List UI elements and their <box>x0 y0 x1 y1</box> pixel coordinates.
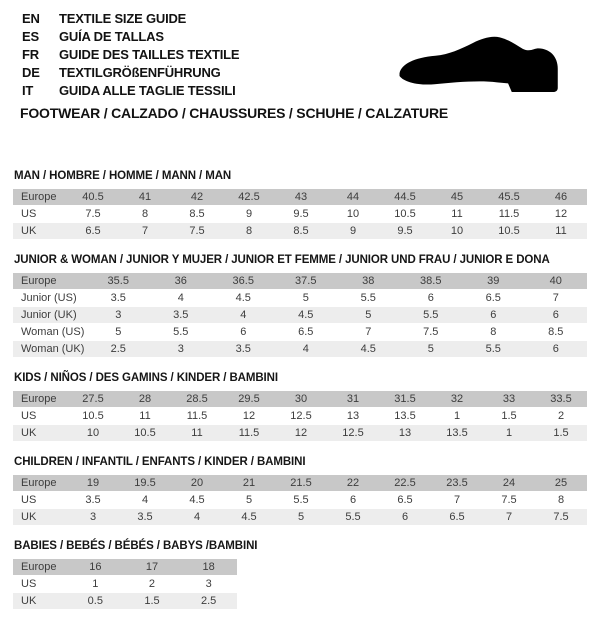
section-title: KIDS / NIÑOS / DES GAMINS / KINDER / BAMBINI <box>14 372 278 384</box>
size-cell: 1.5 <box>501 410 517 422</box>
size-cell: 4 <box>212 307 275 323</box>
size-cell: 10.5 <box>119 425 171 441</box>
size-cell: 24 <box>483 475 535 491</box>
dress-shoe-icon <box>394 26 578 102</box>
table-row <box>13 509 587 525</box>
language-title: TEXTILGRÖßENFÜHRUNG <box>59 64 221 80</box>
size-cell: 3.5 <box>150 307 213 323</box>
row-label: Woman (UK) <box>13 341 87 357</box>
row-label: Europe <box>13 559 67 575</box>
size-cell: 17 <box>124 559 181 575</box>
size-cell: 3 <box>150 341 213 357</box>
dress-shoe-silhouette <box>394 26 578 102</box>
size-cell: 2 <box>557 410 565 422</box>
category-title: FOOTWEAR / CALZADO / CHAUSSURES / SCHUHE / CALZATURE <box>20 105 449 121</box>
section-title: CHILDREN / INFANTIL / ENFANTS / KINDER / BAMBINI <box>14 456 306 468</box>
size-cell: 7 <box>483 509 535 525</box>
size-cell: 44 <box>327 189 379 205</box>
size-cell: 5.5 <box>293 494 309 506</box>
size-cell: 33.5 <box>535 391 587 407</box>
size-cell: 31 <box>327 391 379 407</box>
size-cell: 3.5 <box>119 509 171 525</box>
size-cell: 11 <box>535 223 587 239</box>
size-cell: 5 <box>275 509 327 525</box>
size-cell: 5 <box>400 341 463 357</box>
row-label: Woman (US) <box>21 326 85 338</box>
size-cell: 19.5 <box>119 475 171 491</box>
size-section <box>13 456 587 526</box>
size-cell: 3 <box>67 509 119 525</box>
size-cell: 22.5 <box>379 475 431 491</box>
size-cell: 19 <box>67 475 119 491</box>
size-cell: 11.5 <box>223 425 275 441</box>
size-cell: 5 <box>115 326 122 338</box>
size-cell: 3.5 <box>212 341 275 357</box>
language-code: DE <box>22 64 40 80</box>
size-cell: 11 <box>139 410 151 422</box>
size-cell: 5.5 <box>400 307 463 323</box>
language-title: GUIDE DES TAILLES TEXTILE <box>59 46 240 62</box>
size-cell: 5 <box>245 494 253 506</box>
size-cell: 2 <box>148 578 156 590</box>
size-cell: 11.5 <box>498 208 520 220</box>
table-row <box>13 425 587 441</box>
language-title: GUIDA ALLE TAGLIE TESSILI <box>59 82 236 98</box>
section-title: MAN / HOMBRE / HOMME / MANN / MAN <box>14 170 232 182</box>
size-cell: 5.5 <box>462 341 525 357</box>
size-cell: 4 <box>177 292 184 304</box>
size-cell: 38 <box>337 273 400 289</box>
size-cell: 28.5 <box>171 391 223 407</box>
size-cell: 20 <box>171 475 223 491</box>
size-cell: 41 <box>119 189 171 205</box>
row-label: US <box>21 410 37 422</box>
size-cell: 37.5 <box>275 273 338 289</box>
size-table <box>13 272 587 358</box>
size-cell: 4.5 <box>223 509 275 525</box>
size-cell: 12.5 <box>290 410 312 422</box>
row-label: US <box>21 208 37 220</box>
size-cell: 3 <box>87 307 150 323</box>
size-cell: 4.5 <box>189 494 205 506</box>
size-cell: 11 <box>171 425 223 441</box>
size-cell: 7.5 <box>171 223 223 239</box>
size-cell: 6.5 <box>298 326 314 338</box>
size-cell: 3.5 <box>110 292 126 304</box>
size-cell: 44.5 <box>379 189 431 205</box>
row-label: Europe <box>13 189 67 205</box>
size-cell: 8 <box>223 223 275 239</box>
size-cell: 6 <box>427 292 434 304</box>
size-cell: 1.5 <box>535 425 587 441</box>
size-cell: 6 <box>240 326 247 338</box>
size-cell: 1 <box>92 578 99 590</box>
size-cell: 3 <box>205 578 212 590</box>
size-cell: 2.5 <box>180 593 237 609</box>
size-cell: 5.5 <box>327 509 379 525</box>
size-cell: 9 <box>327 223 379 239</box>
section-title: JUNIOR & WOMAN / JUNIOR Y MUJER / JUNIOR ET FEMME / JUNIOR UND FRAU / JUNIOR E DONA <box>14 254 550 266</box>
size-cell: 1 <box>483 425 535 441</box>
table-row <box>13 324 587 340</box>
size-section <box>13 372 587 442</box>
size-cell: 4 <box>171 509 223 525</box>
size-cell: 10 <box>67 425 119 441</box>
size-cell: 7.5 <box>535 509 587 525</box>
size-cell: 12 <box>275 425 327 441</box>
size-cell: 4.5 <box>275 307 338 323</box>
row-label: Europe <box>13 273 87 289</box>
size-cell: 9.5 <box>379 223 431 239</box>
size-cell: 6 <box>349 494 357 506</box>
table-row <box>13 223 587 239</box>
size-cell: 13 <box>346 410 360 422</box>
region-header-row <box>13 273 587 289</box>
size-cell: 42 <box>171 189 223 205</box>
row-label: UK <box>13 593 67 609</box>
size-cell: 10.5 <box>483 223 535 239</box>
region-header-row <box>13 391 587 407</box>
table-row <box>13 290 587 306</box>
size-cell: 42.5 <box>223 189 275 205</box>
size-cell: 7 <box>453 494 461 506</box>
size-cell: 1 <box>453 410 461 422</box>
size-cell: 6.5 <box>431 509 483 525</box>
size-cell: 21.5 <box>275 475 327 491</box>
language-row <box>22 45 239 63</box>
size-cell: 25 <box>535 475 587 491</box>
size-cell: 12 <box>242 410 256 422</box>
size-cell: 40 <box>525 273 588 289</box>
size-cell: 32 <box>431 391 483 407</box>
size-cell: 31.5 <box>379 391 431 407</box>
language-title: GUÍA DE TALLAS <box>59 28 164 44</box>
size-cell: 4.5 <box>337 341 400 357</box>
table-row <box>13 593 237 609</box>
size-cell: 9 <box>245 208 253 220</box>
size-cell: 18 <box>180 559 237 575</box>
language-row <box>22 27 239 45</box>
language-code: EN <box>22 10 40 26</box>
size-cell: 39 <box>462 273 525 289</box>
size-cell: 6 <box>525 341 588 357</box>
language-title: TEXTILE SIZE GUIDE <box>59 10 187 26</box>
size-cell: 30 <box>275 391 327 407</box>
region-header-row <box>13 189 587 205</box>
size-cell: 6 <box>462 307 525 323</box>
size-cell: 7 <box>365 326 372 338</box>
size-cell: 10 <box>346 208 360 220</box>
size-cell: 6.5 <box>67 223 119 239</box>
size-cell: 11 <box>451 208 463 220</box>
size-cell: 4.5 <box>235 292 251 304</box>
size-table <box>13 390 587 442</box>
language-row <box>22 63 239 81</box>
size-cell: 7 <box>552 292 559 304</box>
size-cell: 11.5 <box>186 410 208 422</box>
size-cell: 23.5 <box>431 475 483 491</box>
table-row <box>13 206 587 222</box>
size-cell: 29.5 <box>223 391 275 407</box>
size-cell: 21 <box>223 475 275 491</box>
size-cell: 6 <box>525 307 588 323</box>
row-label: UK <box>13 509 67 525</box>
size-cell: 8 <box>141 208 149 220</box>
size-section <box>13 254 587 358</box>
size-cell: 8 <box>490 326 497 338</box>
size-cell: 38.5 <box>400 273 463 289</box>
size-section <box>13 170 587 240</box>
size-cell: 28 <box>119 391 171 407</box>
language-code: ES <box>22 28 39 44</box>
size-cell: 27.5 <box>67 391 119 407</box>
size-cell: 3.5 <box>85 494 101 506</box>
size-cell: 5.5 <box>173 326 189 338</box>
row-label: US <box>21 578 37 590</box>
table-row <box>13 341 587 357</box>
table-row <box>13 408 587 424</box>
size-cell: 9.5 <box>293 208 309 220</box>
row-label: UK <box>13 425 67 441</box>
size-cell: 22 <box>327 475 379 491</box>
size-cell: 33 <box>483 391 535 407</box>
row-label: Europe <box>13 391 67 407</box>
size-cell: 4 <box>275 341 338 357</box>
size-table <box>13 188 587 240</box>
size-cell: 13 <box>379 425 431 441</box>
size-cell: 36 <box>150 273 213 289</box>
language-code: FR <box>22 46 39 62</box>
size-table <box>13 474 587 526</box>
row-label: Junior (US) <box>21 292 77 304</box>
region-header-row <box>13 475 587 491</box>
region-header-row <box>13 559 237 575</box>
size-table <box>13 558 237 610</box>
size-cell: 8.5 <box>548 326 564 338</box>
size-cell: 16 <box>67 559 124 575</box>
table-row <box>13 307 587 323</box>
size-sections <box>13 170 587 624</box>
size-cell: 7.5 <box>501 494 517 506</box>
size-cell: 5.5 <box>360 292 376 304</box>
row-label: Europe <box>13 475 67 491</box>
size-cell: 46 <box>535 189 587 205</box>
size-cell: 2.5 <box>87 341 150 357</box>
language-row <box>22 81 239 99</box>
size-cell: 13.5 <box>431 425 483 441</box>
section-title: BABIES / BEBÉS / BÉBÉS / BABYS /BAMBINI <box>14 540 258 552</box>
row-label: UK <box>13 223 67 239</box>
language-code: IT <box>22 82 34 98</box>
size-cell: 35.5 <box>87 273 150 289</box>
size-cell: 8.5 <box>275 223 327 239</box>
size-cell: 45 <box>431 189 483 205</box>
size-cell: 8 <box>557 494 565 506</box>
size-cell: 5 <box>337 307 400 323</box>
size-cell: 6.5 <box>397 494 413 506</box>
size-cell: 0.5 <box>67 593 124 609</box>
size-cell: 4 <box>141 494 149 506</box>
size-cell: 45.5 <box>483 189 535 205</box>
row-label: Junior (UK) <box>13 307 87 323</box>
row-label: US <box>21 494 37 506</box>
size-cell: 7.5 <box>85 208 101 220</box>
size-cell: 10.5 <box>82 410 104 422</box>
size-cell: 6 <box>379 509 431 525</box>
size-cell: 7 <box>119 223 171 239</box>
size-cell: 13.5 <box>394 410 416 422</box>
size-cell: 6.5 <box>485 292 501 304</box>
size-cell: 7.5 <box>423 326 439 338</box>
size-cell: 5 <box>302 292 309 304</box>
size-cell: 1.5 <box>124 593 181 609</box>
size-cell: 12 <box>554 208 568 220</box>
size-cell: 36.5 <box>212 273 275 289</box>
size-cell: 43 <box>275 189 327 205</box>
language-list <box>22 9 239 99</box>
table-row <box>13 492 587 508</box>
size-cell: 12.5 <box>327 425 379 441</box>
size-cell: 40.5 <box>67 189 119 205</box>
size-cell: 8.5 <box>189 208 205 220</box>
size-cell: 10 <box>431 223 483 239</box>
language-row <box>22 9 239 27</box>
size-cell: 10.5 <box>394 208 416 220</box>
table-row <box>13 576 237 592</box>
